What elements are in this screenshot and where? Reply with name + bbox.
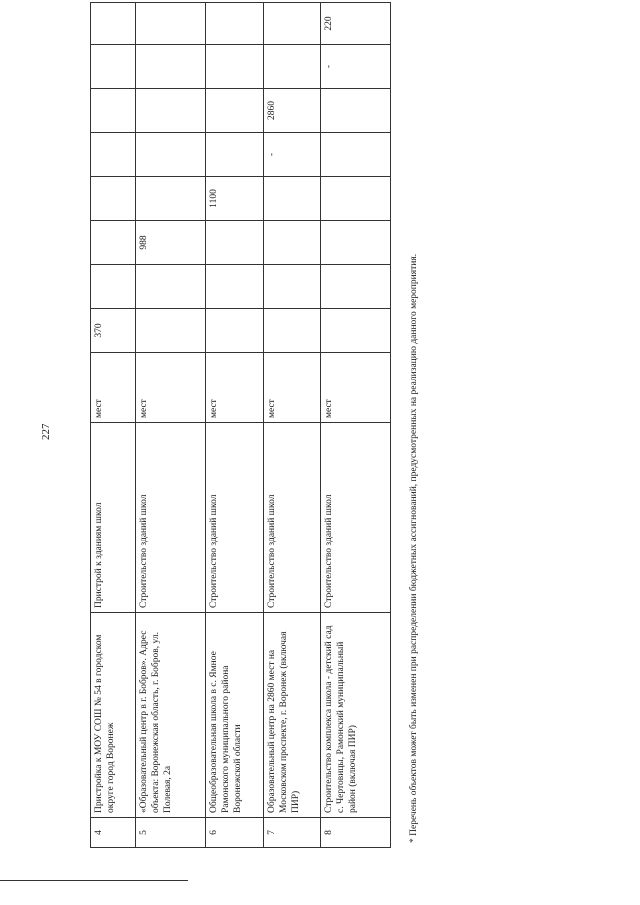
table-row bbox=[264, 3, 321, 848]
work-type: Строительство зданий школ bbox=[136, 423, 206, 613]
value-cell bbox=[136, 133, 206, 177]
table-row bbox=[91, 3, 136, 848]
value-cell bbox=[136, 309, 206, 353]
value-cell bbox=[136, 3, 206, 45]
table-row bbox=[136, 3, 206, 848]
value-cell bbox=[136, 265, 206, 309]
value-cell bbox=[91, 3, 136, 45]
value-cell: 220 bbox=[321, 3, 391, 45]
value-cell bbox=[206, 133, 264, 177]
value-cell bbox=[136, 89, 206, 133]
table-row bbox=[206, 3, 264, 848]
value-cell: 2860 bbox=[264, 89, 321, 133]
unit: мест bbox=[206, 353, 264, 423]
value-cell bbox=[91, 221, 136, 265]
value-cell: 1100 bbox=[206, 177, 264, 221]
value-cell bbox=[136, 45, 206, 89]
value-cell: 370 bbox=[91, 309, 136, 353]
row-number: 7 bbox=[264, 818, 321, 848]
value-cell bbox=[91, 177, 136, 221]
value-cell bbox=[91, 265, 136, 309]
unit: мест bbox=[321, 353, 391, 423]
value-cell bbox=[206, 221, 264, 265]
work-type: Строительство зданий школ bbox=[321, 423, 391, 613]
value-cell bbox=[136, 177, 206, 221]
value-cell bbox=[206, 3, 264, 45]
page-number: 227 bbox=[40, 423, 52, 440]
value-cell bbox=[264, 221, 321, 265]
value-cell bbox=[264, 177, 321, 221]
work-type: Пристрой к зданиям школ bbox=[91, 423, 136, 613]
value-cell: - bbox=[321, 45, 391, 89]
value-cell bbox=[321, 221, 391, 265]
value-cell bbox=[91, 45, 136, 89]
footnote-separator bbox=[0, 880, 188, 881]
value-cell bbox=[91, 89, 136, 133]
object-name: Образовательный центр на 2860 мест на Московском проспекте, г. Воронеж (включая ПИР) bbox=[264, 613, 321, 818]
value-cell: 988 bbox=[136, 221, 206, 265]
unit: мест bbox=[264, 353, 321, 423]
value-cell bbox=[321, 309, 391, 353]
value-cell bbox=[264, 3, 321, 45]
work-type: Строительство зданий школ bbox=[206, 423, 264, 613]
value-cell bbox=[206, 45, 264, 89]
table-row bbox=[321, 3, 391, 848]
object-name: Общеобразовательная школа в с. Ямное Рамонского муниципального района Воронежской области bbox=[206, 613, 264, 818]
object-name: Строительство комплекса школа - детский сад с. Чертовицы, Рамонский муниципальный район (включая ПИР) bbox=[321, 613, 391, 818]
value-cell bbox=[321, 133, 391, 177]
row-number: 6 bbox=[206, 818, 264, 848]
value-cell bbox=[321, 177, 391, 221]
row-number: 8 bbox=[321, 818, 391, 848]
object-name: «Образовательный центр в г. Бобров». Адрес объекта: Воронежская область, г. Бобров, ул. Полевая, 2а bbox=[136, 613, 206, 818]
value-cell bbox=[264, 309, 321, 353]
value-cell bbox=[321, 265, 391, 309]
value-cell bbox=[264, 265, 321, 309]
value-cell bbox=[91, 133, 136, 177]
value-cell: - bbox=[264, 133, 321, 177]
footnote: * Перечень объектов может быть изменен при распределении бюджетных ассигнований, предусмотренных на реализацию данного мероприятия. bbox=[409, 253, 419, 843]
object-name: Пристройка к МОУ СОШ № 54 в городском округе город Воронеж bbox=[91, 613, 136, 818]
value-cell bbox=[321, 89, 391, 133]
value-cell bbox=[206, 265, 264, 309]
value-cell bbox=[264, 45, 321, 89]
unit: мест bbox=[91, 353, 136, 423]
objects-table bbox=[90, 3, 390, 848]
value-cell bbox=[206, 89, 264, 133]
unit: мест bbox=[136, 353, 206, 423]
value-cell bbox=[206, 309, 264, 353]
row-number: 4 bbox=[91, 818, 136, 848]
work-type: Строительство зданий школ bbox=[264, 423, 321, 613]
row-number: 5 bbox=[136, 818, 206, 848]
